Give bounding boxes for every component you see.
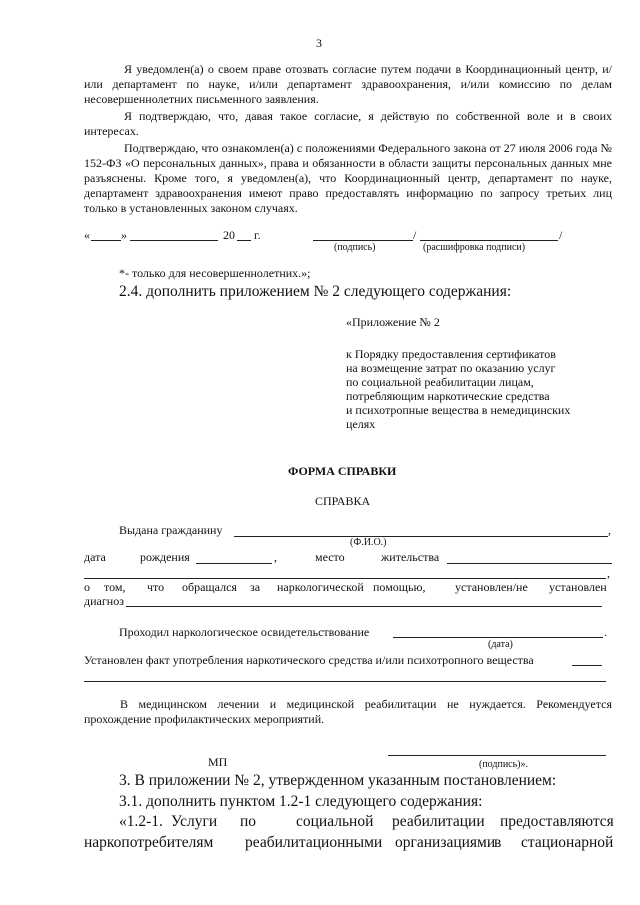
item-1-2-1-word: организациями	[395, 834, 496, 851]
treatment-word: о	[84, 580, 90, 594]
diagnosis-label: диагноз	[84, 594, 124, 608]
item-1-2-1-word: стационарной	[521, 834, 614, 851]
item-1-2-1-word: Услуги	[171, 813, 218, 830]
consent-paragraph-1: Я уведомлен(а) о своем праве отозвать согласие путем подачи в Координационный центр, и/или департамент по науке, и/или департамент здравоохранения, и/или комиссию по делам несовершеннолетних письменного заявления.	[84, 62, 612, 106]
no-treatment-text: В медицинском лечении и медицинской реабилитации не нуждается. Рекомендуется прохождение профилактических мероприятий.	[84, 697, 612, 726]
item-1-2-1-word: предоставляются	[500, 813, 614, 830]
residence-comma: ,	[607, 566, 610, 580]
issued-to-label: Выдана гражданину	[119, 523, 223, 537]
examination-label: Проходил наркологическое освидетельствование	[119, 625, 370, 639]
final-signature-caption: (подпись)».	[479, 759, 529, 770]
item-3: 3. В приложении № 2, утвержденном указанным постановлением:	[119, 772, 557, 789]
date-close-quote: »	[121, 228, 127, 242]
fio-caption: (Ф.И.О.)	[350, 537, 387, 548]
appendix-line: к Порядку предоставления сертификатов	[346, 347, 556, 361]
decoding-caption: (расшифровка подписи)	[423, 242, 526, 253]
residence-field-line-2[interactable]	[84, 578, 606, 579]
dob-comma: ,	[274, 550, 277, 564]
treatment-word: том,	[104, 580, 126, 594]
signature-caption: (подпись)	[334, 242, 376, 253]
treatment-word: за	[250, 580, 261, 594]
dob-label-1: дата	[84, 550, 106, 564]
item-1-2-1-word: по	[240, 813, 257, 830]
dob-label-2: рождения	[140, 550, 190, 564]
date-year-suffix: г.	[254, 228, 261, 242]
usage-fact-field-line-2[interactable]	[84, 681, 606, 682]
page-number: 3	[316, 36, 322, 50]
appendix-line: по социальной реабилитации лицам,	[346, 375, 534, 389]
appendix-line: потребляющим наркотические средства	[346, 389, 550, 403]
fio-comma: ,	[608, 523, 611, 537]
date-year-prefix: 20	[223, 228, 235, 242]
treatment-word: что	[147, 580, 165, 594]
final-signature-field[interactable]	[388, 755, 606, 756]
appendix-title: «Приложение № 2	[346, 315, 440, 329]
stamp-label: МП	[208, 755, 228, 769]
residence-label-1: место	[315, 550, 345, 564]
dob-field[interactable]	[196, 563, 272, 564]
item-2-4: 2.4. дополнить приложением № 2 следующего содержания:	[119, 283, 512, 300]
signature-decoding-slash: /	[559, 228, 563, 242]
certificate-title: СПРАВКА	[315, 494, 371, 508]
form-heading: ФОРМА СПРАВКИ	[288, 464, 397, 478]
fio-field[interactable]	[234, 536, 608, 537]
treatment-word: установлен/не	[455, 580, 528, 594]
treatment-word: помощью,	[373, 580, 426, 594]
appendix-line: и психотропные вещества в немедицинских	[346, 403, 571, 417]
item-1-2-1-word: социальной	[296, 813, 374, 830]
appendix-line: целях	[346, 417, 376, 431]
residence-field[interactable]	[447, 563, 612, 564]
item-1-2-1-word: в	[494, 834, 502, 851]
diagnosis-field[interactable]	[126, 606, 602, 607]
consent-paragraph-2: Я подтверждаю, что, давая такое согласие, я действую по собственной воле и в своих интересах.	[84, 109, 612, 138]
treatment-word: наркологической	[277, 580, 364, 594]
residence-label-2: жительства	[381, 550, 440, 564]
signature-field[interactable]	[313, 240, 413, 241]
usage-fact-field[interactable]	[572, 665, 602, 666]
examination-date-field[interactable]	[393, 637, 603, 638]
date-month-field[interactable]	[130, 240, 218, 241]
treatment-word: установлен	[549, 580, 607, 594]
date-year-field[interactable]	[237, 240, 251, 241]
item-1-2-1-word: реабилитационными	[245, 834, 383, 851]
date-day-field[interactable]	[91, 240, 121, 241]
item-3-1: 3.1. дополнить пунктом 1.2-1 следующего содержания:	[119, 793, 483, 810]
appendix-line: на возмещение затрат по оказанию услуг	[346, 361, 556, 375]
signature-decoding-field[interactable]	[420, 240, 558, 241]
item-1-2-1-word: наркопотребителям	[84, 834, 214, 851]
date-caption: (дата)	[488, 639, 513, 650]
consent-paragraph-3: Подтверждаю, что ознакомлен(а) с положениями Федерального закона от 27 июля 2006 года № 152-ФЗ «О персональных данных», права и обязанности в области защиты персональных данных мне разъяснены. Кроме того, я уведомлен(а), что Координационный центр, департамент по науке, департамент здравоохранения имеют право предоставлять информацию по запросу третьих лиц только в установленных законом случаях.	[84, 141, 612, 215]
signature-slash: /	[413, 228, 417, 242]
treatment-word: обращался	[182, 580, 237, 594]
item-1-2-1-word: «1.2-1.	[119, 813, 163, 830]
usage-fact-label: Установлен факт употребления наркотического средства и/или психотропного вещества	[84, 653, 534, 667]
footnote: *- только для несовершеннолетних.»;	[119, 266, 311, 280]
item-1-2-1-word: реабилитации	[392, 813, 485, 830]
examination-period: .	[604, 625, 607, 639]
date-open-quote: «	[84, 228, 90, 242]
